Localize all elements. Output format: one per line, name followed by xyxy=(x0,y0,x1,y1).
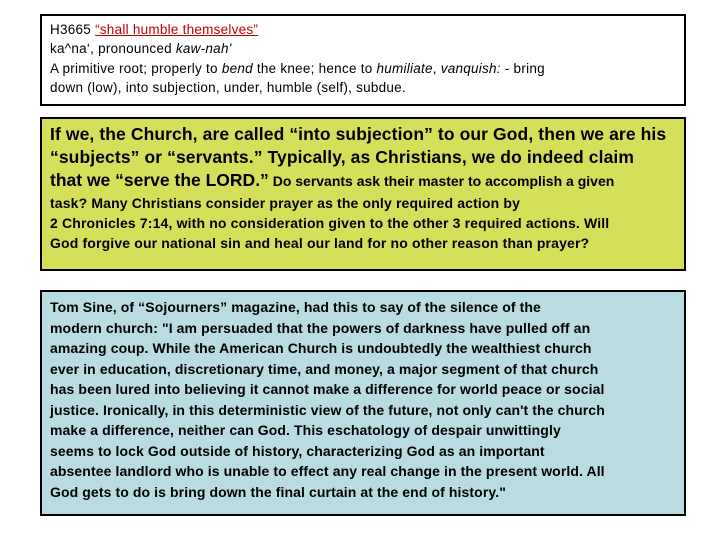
entry-id: H3665 xyxy=(50,22,92,37)
definition-text: A primitive root; properly to xyxy=(50,60,222,76)
quote-line: modern church: "I am persuaded that the powers of darkness have pulled off an xyxy=(50,319,591,336)
commentary-line-3 xyxy=(50,169,676,193)
commentary-line-5: 2 Chronicles 7:14, with no consideration given to the other 3 required actions. Will xyxy=(50,215,610,231)
entry-phrase: “shall humble themselves” xyxy=(95,22,259,37)
definition-line-3 xyxy=(50,59,676,78)
commentary-box xyxy=(40,117,686,271)
commentary-line-2: “subjects” or “servants.” Typically, as Christians, we do indeed claim xyxy=(50,147,635,167)
definition-line-4: down (low), into subjection, under, humble (self), subdue. xyxy=(50,79,406,95)
quote-line: ever in education, discretionary time, and money, a major segment of that church xyxy=(50,360,599,377)
hebrew-word: ka^na‘, pronounced xyxy=(50,41,176,57)
definition-text: , xyxy=(432,60,441,76)
pronunciation: kaw-nah' xyxy=(175,41,232,57)
quote-line: amazing coup. While the American Church is undoubtedly the wealthiest church xyxy=(50,340,592,356)
commentary-text: Do servants ask their master to accomplish a given xyxy=(268,173,615,189)
commentary-line-6: God forgive our national sin and heal our land for no other reason than prayer? xyxy=(50,235,590,251)
quote-line: make a difference, neither can God. This eschatology of despair unwittingly xyxy=(50,422,561,438)
definition-emphasis: vanquish: xyxy=(440,60,501,76)
definition-text: the knee; hence to xyxy=(252,60,377,76)
quote-line: absentee landlord who is unable to effect any real change in the present world. All xyxy=(50,463,605,479)
quote-line: seems to lock God outside of history, characterizing God as an important xyxy=(50,442,545,459)
definition-box xyxy=(40,14,686,106)
pronunciation-line xyxy=(50,39,676,58)
definition-emphasis: humiliate xyxy=(376,60,433,76)
commentary-line-4: task? Many Christians consider prayer as the only required action by xyxy=(50,195,521,211)
definition-emphasis: bend xyxy=(221,60,253,76)
quote-line: God gets to do is bring down the final curtain at the end of history." xyxy=(50,483,506,500)
quote-line: has been lured into believing it cannot make a difference for world peace or social xyxy=(50,381,605,397)
definition-title-line xyxy=(50,20,676,39)
quote-line: justice. Ironically, in this deterministic view of the future, not only can't the church xyxy=(50,401,605,418)
commentary-line-1: If we, the Church, are called “into subjection” to our God, then we are his xyxy=(50,124,667,144)
quote-box xyxy=(40,290,686,516)
quote-line: Tom Sine, of “Sojourners” magazine, had this to say of the silence of the xyxy=(50,299,541,315)
commentary-emphasis: that we “serve the LORD.” xyxy=(50,170,269,190)
definition-text: - bring xyxy=(500,60,545,76)
